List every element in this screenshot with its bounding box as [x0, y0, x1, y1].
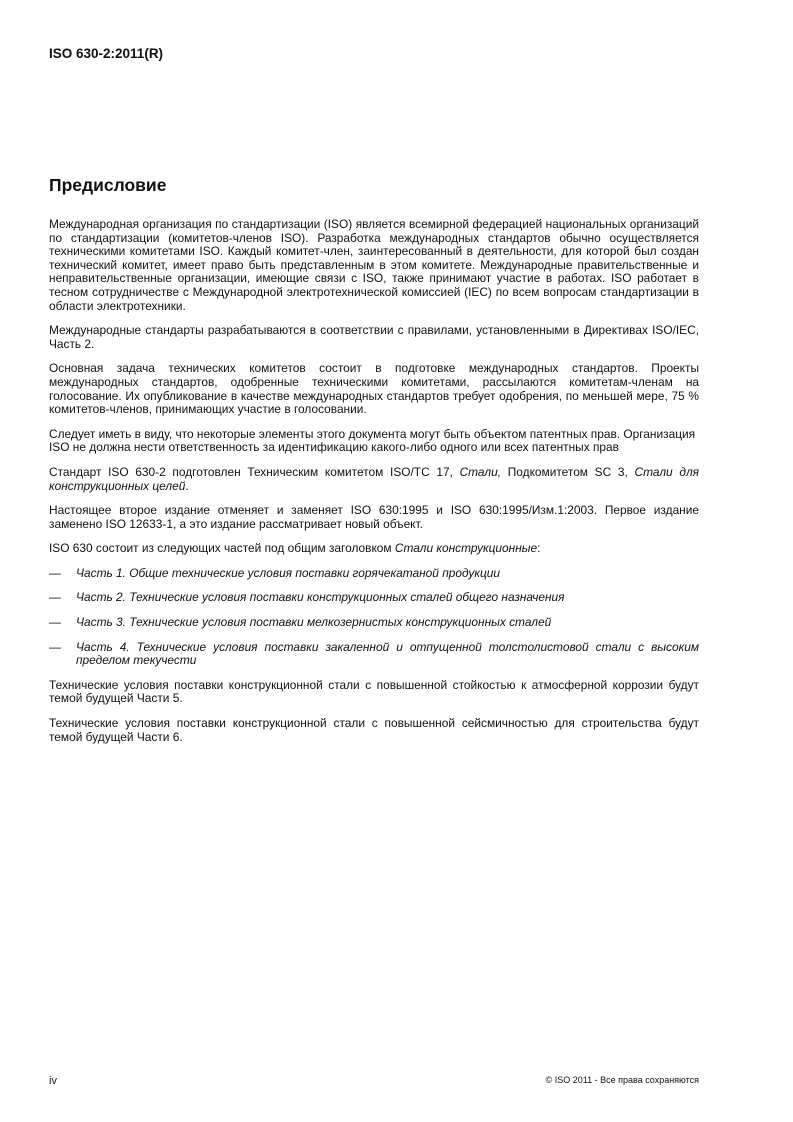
parts-intro-tail: :	[537, 541, 541, 556]
paragraph-committees: Основная задача технических комитетов состоит в подготовке международных стандартов. Проекты международных стандартов, одобренные техническими комитетами, рассылаются комитетам-членам на голосование. Их опубликование в качестве международных стандартов требует одобрения, по меньшей мере, 75 % комитетов-членов, принимающих участие в голосовании.	[49, 361, 699, 417]
page-number: iv	[49, 1075, 57, 1087]
document-id: ISO 630-2:2011(R)	[49, 46, 164, 61]
list-item-part-3	[49, 616, 699, 630]
paragraph-patents: Следует иметь в виду, что некоторые элементы этого документа могут быть объектом патентных прав. Организация ISO не должна нести ответственность за идентификацию какого-либо одного или всех патентных прав	[49, 426, 696, 455]
copyright-notice: © ISO 2011 - Все права сохраняются	[545, 1075, 699, 1085]
list-item-part-4	[49, 641, 699, 668]
dash-bullet: —	[49, 615, 61, 630]
paragraph-edition: Настоящее второе издание отменяет и заменяет ISO 630:1995 и ISO 630:1995/Изм.1:2003. Первое издание заменено ISO 12633-1, а это издание рассматривает новый объект.	[49, 503, 699, 531]
dash-bullet: —	[49, 590, 61, 605]
prepared-tail: .	[185, 478, 189, 493]
sc-name: Стали для конструкционных целей	[49, 464, 699, 493]
page-footer	[49, 1075, 699, 1087]
tc-name: Стали,	[459, 464, 502, 479]
page-title: Предисловие	[49, 175, 167, 195]
parts-intro-lead: ISO 630 состоит из следующих частей под общим заголовком	[49, 541, 395, 556]
part-title: Часть 3. Технические условия поставки мелкозернистых конструкционных сталей	[76, 615, 552, 630]
document-body	[49, 218, 699, 755]
part-title: Часть 1. Общие технические условия поставки горячекатаной продукции	[76, 565, 500, 580]
paragraph-directives: Международные стандарты разрабатываются в соответствии с правилами, установленными в Директивах ISO/IEC, Часть 2.	[49, 323, 699, 351]
list-item-part-1	[49, 567, 699, 581]
prepared-lead: Стандарт ISO 630-2 подготовлен Техническим комитетом ISO/TC 17,	[49, 464, 460, 479]
paragraph-iso-intro: Международная организация по стандартизации (ISO) является всемирной федерацией национальных организаций по стандартизации (комитетов-членов ISO). Разработка международных стандартов обычно осуществляется техническими комитетами ISO. Каждый комитет-член, заинтересованный в деятельности, для которой был создан технический комитет, имеет право быть представленным в этом комитете. Международные правительственные и неправительственные организации, имеющие связи с ISO, также принимают участие в работах. ISO работает в тесном сотрудничестве с Международной электротехнической комиссией (IEC) по всем вопросам стандартизации в области электротехники.	[49, 217, 699, 313]
part-title: Часть 2. Технические условия поставки конструкционных сталей общего назначения	[76, 590, 565, 605]
paragraph-future-part-5: Технические условия поставки конструкционной стали с повышенной стойкостью к атмосферной коррозии будут темой будущей Части 5.	[49, 677, 699, 706]
dash-bullet: —	[49, 565, 61, 580]
parts-general-title: Стали конструкционные	[394, 541, 538, 556]
paragraph-future-part-6: Технические условия поставки конструкционной стали с повышенной сейсмичностью для строительства будут темой будущей Части 6.	[49, 716, 699, 744]
part-title: Часть 4. Технические условия поставки закаленной и отпущенной толстолистовой стали с высоким пределом текучести	[76, 639, 699, 668]
prepared-mid: Подкомитетом SC 3,	[501, 464, 635, 479]
paragraph-parts-intro	[49, 542, 699, 556]
dash-bullet: —	[49, 639, 61, 654]
paragraph-prepared-by	[49, 466, 699, 493]
list-item-part-2	[49, 591, 699, 605]
